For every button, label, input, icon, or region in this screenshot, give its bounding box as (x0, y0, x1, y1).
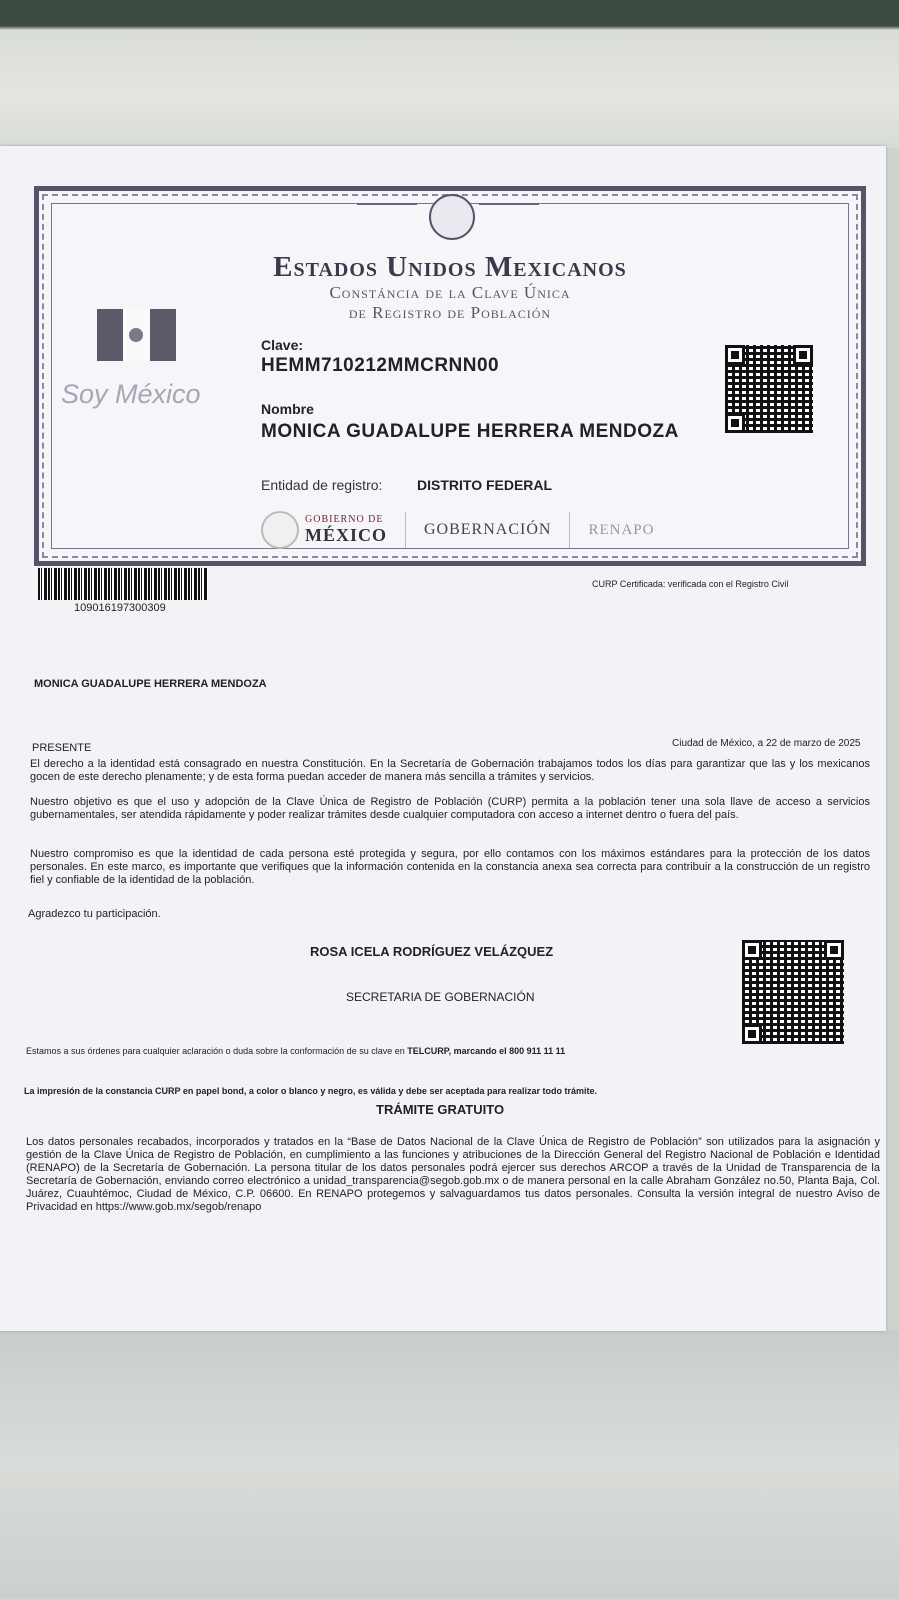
barcode-number: 109016197300309 (74, 602, 166, 614)
entidad-value: DISTRITO FEDERAL (417, 477, 553, 493)
logo-divider (569, 512, 570, 548)
gobierno-emblem-icon (261, 511, 299, 549)
background-wall-top (0, 0, 899, 148)
curp-card (34, 186, 866, 566)
contact-note (26, 1046, 565, 1056)
presente-text: PRESENTE (32, 742, 92, 754)
barcode (38, 568, 208, 600)
curp-document (0, 146, 886, 1331)
mexico-flag-icon (97, 309, 176, 361)
signer-name: ROSA ICELA RODRÍGUEZ VELÁZQUEZ (310, 944, 554, 959)
nombre-value: MONICA GUADALUPE HERRERA MENDOZA (261, 421, 679, 442)
clave-label: Clave: (261, 337, 304, 353)
letter-qr-code (742, 940, 844, 1044)
eagle-wing-left-icon (357, 203, 417, 205)
logo-divider (405, 512, 406, 548)
document-subtitle-1: Constáncia de la Clave Única (329, 283, 571, 302)
tramite-gratuito: TRÁMITE GRATUITO (376, 1102, 505, 1117)
letter-paragraph: Nuestro compromiso es que la identidad de cada persona esté protegida y segura, por ello contamos con los máximos estándares para la protección de los datos personales. En este marco, es importante que verifiques que la información contenida en la constancia anexa sea correcta para contribuir a la construcción de un registro fiel y confiable de la identidad de la población. (30, 848, 870, 886)
gobernacion-logo: GOBERNACIÓN (424, 521, 552, 538)
gobierno-de-mexico-logo (261, 511, 387, 549)
card-qr-code (725, 345, 813, 433)
telcurp-number: TELCURP, marcando el 800 911 11 11 (407, 1046, 566, 1056)
gobierno-de-text: GOBIERNO DE (305, 514, 384, 525)
background-table-bottom (0, 1330, 899, 1599)
nombre-label: Nombre (261, 401, 314, 417)
curp-certificada-note: CURP Certificada: verificada con el Registro Civil (592, 579, 789, 589)
place-date: Ciudad de México, a 22 de marzo de 2025 (672, 738, 861, 749)
contact-note-text: Estamos a sus órdenes para cualquier aclaración o duda sobre la conformación de su clave en (26, 1046, 408, 1056)
renapo-logo: RENAPO (588, 521, 655, 538)
privacy-notice: Los datos personales recabados, incorporados y tratados en la “Base de Datos Nacional de la Clave Única de Registro de Población” son utilizados para la asignación y gestión de la Clave Única de Registro de Población, en cumplimiento a las funciones y atribuciones de la Dirección General del Registro Nacional de Población e Identidad (RENAPO) de la Secretaría de Gobernación. La persona titular de los datos personales podrá ejercer sus derechos ARCOP a través de la Unidad de Transparencia de la Secretaría de Gobernación, enviando correo electrónico a unidad_transparencia@segob.gob.mx o de manera personal en la calle Abraham González no.50, Planta Baja, Col. Juárez, Cuauhtémoc, Ciudad de México, C.P. 06600. En RENAPO protegemos y salvaguardamos tus datos personales. Consulta la versión integral de nuestro Aviso de Privacidad en https://www.gob.mx/segob/renapo (26, 1136, 880, 1213)
letter-paragraph: Nuestro objetivo es que el uso y adopción de la Clave Única de Registro de Población (CURP) permita a la población tener una sola llave de acceso a servicios gubernamentales, ser atendida rápidamente y poder realizar trámites desde cualquier computadora con acceso a internet dentro o fuera del país. (30, 796, 870, 821)
document-title: Estados Unidos Mexicanos (273, 251, 627, 283)
recipient-name: MONICA GUADALUPE HERRERA MENDOZA (34, 678, 267, 690)
impresion-note: La impresión de la constancia CURP en papel bond, a color o blanco y negro, es válida y debe ser aceptada para realizar todo trámite. (24, 1086, 598, 1096)
clave-value: HEMM710212MMCRNN00 (261, 355, 500, 376)
national-seal-icon (429, 194, 475, 240)
letter-paragraph: Agradezco tu participación. (28, 908, 161, 920)
letter-paragraph: El derecho a la identidad está consagrado en nuestra Constitución. En la Secretaría de Gobernación trabajamos todos los días para garantizar que las y los mexicanos gocen de este derecho plenamente; y de esta forma puedan acceder de manera más sencilla a trámites y servicios. (30, 758, 870, 783)
entidad-label: Entidad de registro: (261, 477, 383, 493)
eagle-wing-right-icon (479, 203, 539, 205)
signer-title: SECRETARIA DE GOBERNACIÓN (346, 990, 535, 1004)
document-subtitle-2: de Registro de Población (348, 303, 552, 322)
mexico-text: MÉXICO (305, 525, 387, 545)
government-logos (261, 511, 654, 549)
soy-mexico-text: Soy México (61, 379, 201, 409)
